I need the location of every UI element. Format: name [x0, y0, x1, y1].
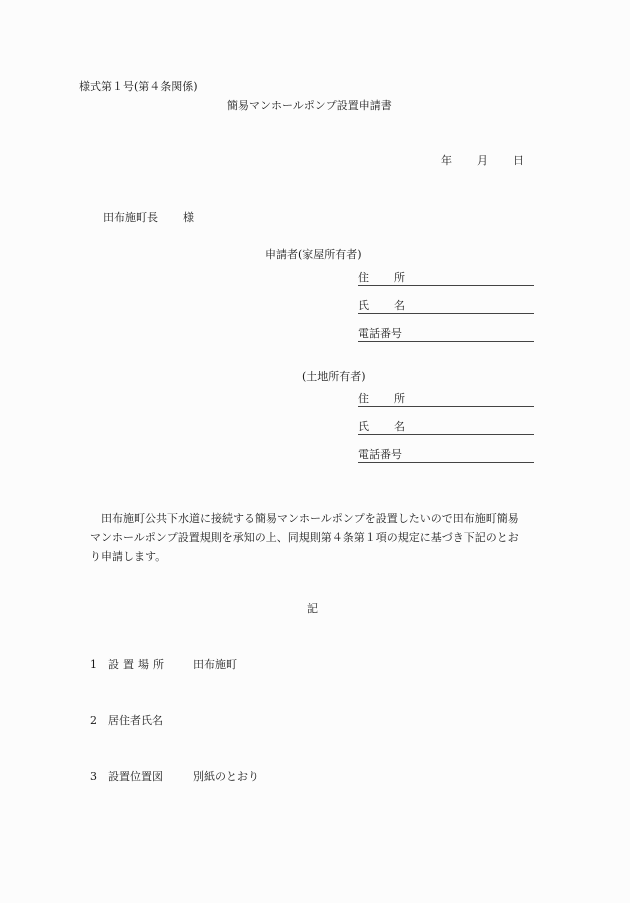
house-owner-phone-field[interactable]: [358, 326, 534, 342]
land-owner-phone-field[interactable]: [358, 447, 534, 463]
item-label: 居住者氏名: [108, 714, 163, 727]
house-owner-name-field[interactable]: 氏 名: [358, 298, 534, 314]
form-number: 様式第１号(第４条関係): [79, 80, 198, 93]
body-line: 田布施町公共下水道に接続する簡易マンホールポンプを設置したいので田布施町簡易: [101, 512, 519, 525]
item-number: 3: [90, 770, 97, 783]
body-line: り申請します。: [90, 550, 167, 563]
date-year-label: 年: [441, 154, 452, 167]
phone-label: 電話番号: [358, 448, 402, 461]
house-owner-address-field[interactable]: 住 所: [358, 270, 534, 286]
document-title: 簡易マンホールポンプ設置申請書: [227, 99, 392, 112]
date-month-label: 月: [477, 154, 488, 167]
ki-heading: 記: [307, 602, 318, 615]
item-number: 2: [90, 714, 97, 727]
land-owner-address-field[interactable]: 住 所: [358, 391, 534, 407]
land-owner-name-field[interactable]: 氏 名: [358, 419, 534, 435]
applicant-land-owner-heading: (土地所有者): [302, 370, 366, 383]
addressee-name: 田布施町長: [103, 211, 158, 224]
item-value: 別紙のとおり: [193, 770, 259, 783]
phone-label: 電話番号: [358, 327, 402, 340]
item-label: 設置位置図: [108, 770, 163, 783]
item-number: 1: [90, 658, 97, 671]
item-label: 設置場所: [108, 658, 168, 671]
applicant-house-owner-heading: 申請者(家屋所有者): [265, 248, 362, 261]
item-value: 田布施町: [193, 658, 237, 671]
date-day-label: 日: [513, 154, 524, 167]
body-line: マンホールポンプ設置規則を承知の上、同規則第４条第１項の規定に基づき下記のとお: [90, 531, 519, 544]
application-body-text: [90, 509, 548, 566]
addressee-honorific: 様: [183, 211, 194, 224]
